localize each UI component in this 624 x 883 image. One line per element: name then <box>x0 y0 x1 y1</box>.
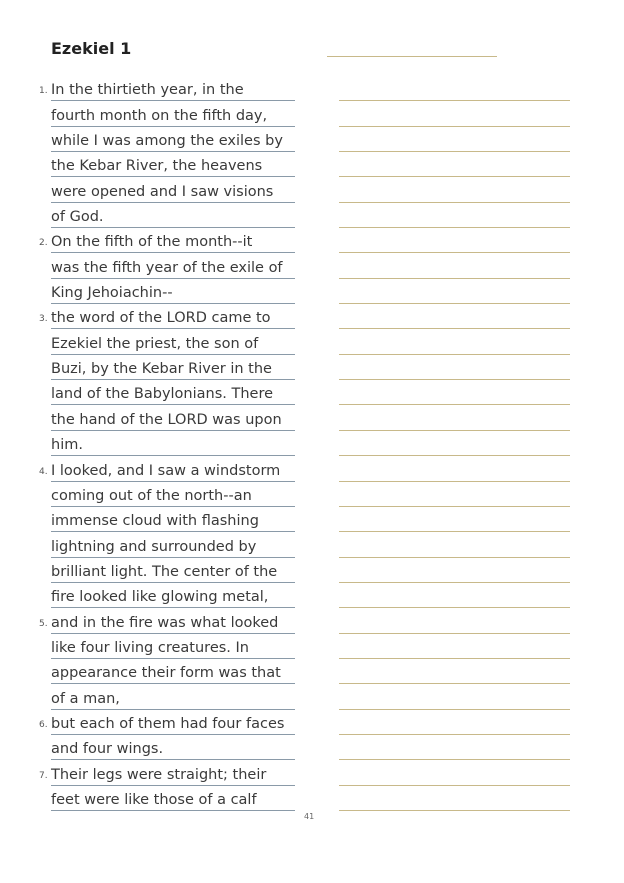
verse-text: but each of them had four faces <box>51 715 285 732</box>
blank-writing-line <box>339 482 570 507</box>
verse-text: Their legs were straight; their <box>51 766 267 783</box>
verse-text: Ezekiel the priest, the son of <box>51 335 259 352</box>
blank-writing-line <box>339 253 570 278</box>
text-line <box>51 329 295 354</box>
verse-text: fire looked like glowing metal, <box>51 589 269 606</box>
blank-writing-line <box>339 431 570 456</box>
verse-text: In the thirtieth year, in the <box>51 82 244 99</box>
text-line <box>51 355 295 380</box>
verse-text: On the fifth of the month--it <box>51 234 253 251</box>
blank-writing-line <box>339 558 570 583</box>
verse-number: 6. <box>39 719 48 730</box>
verse-text: appearance their form was that <box>51 665 281 682</box>
text-line <box>39 456 295 481</box>
text-line <box>51 152 295 177</box>
verse-text: fourth month on the fifth day, <box>51 107 268 124</box>
verse-text: the Kebar River, the heavens <box>51 158 263 175</box>
verse-text: were opened and I saw visions <box>51 183 274 200</box>
verse-text: brilliant light. The center of the <box>51 563 278 580</box>
text-line <box>51 735 295 760</box>
text-line <box>39 760 295 785</box>
scripture-text-column <box>39 76 295 811</box>
blank-writing-line <box>339 532 570 557</box>
blank-writing-line <box>339 583 570 608</box>
text-line <box>51 583 295 608</box>
text-line <box>51 380 295 405</box>
text-line <box>51 659 295 684</box>
blank-writing-line <box>339 634 570 659</box>
page-title: Ezekiel 1 <box>51 39 132 58</box>
verse-number: 4. <box>39 466 48 477</box>
blank-writing-line <box>339 380 570 405</box>
verse-text: coming out of the north--an <box>51 487 252 504</box>
text-line <box>51 177 295 202</box>
text-line <box>51 127 295 152</box>
blank-writing-line <box>339 203 570 228</box>
text-line <box>39 76 295 101</box>
text-line <box>51 101 295 126</box>
text-line <box>51 786 295 811</box>
text-line <box>51 431 295 456</box>
verse-text: while I was among the exiles by <box>51 133 283 150</box>
verse-text: and in the fire was what looked <box>51 614 279 631</box>
blank-writing-line <box>339 786 570 811</box>
verse-number: 7. <box>39 770 48 781</box>
verse-text: the hand of the LORD was upon <box>51 411 282 428</box>
text-line <box>51 558 295 583</box>
blank-writing-line <box>339 127 570 152</box>
text-line <box>39 608 295 633</box>
blank-writing-line <box>339 304 570 329</box>
page-number: 41 <box>304 812 315 821</box>
verse-text: immense cloud with flashing <box>51 513 259 530</box>
blank-writing-line <box>339 710 570 735</box>
verse-text: Buzi, by the Kebar River in the <box>51 361 272 378</box>
verse-text: the word of the LORD came to <box>51 310 271 327</box>
text-line <box>51 532 295 557</box>
blank-writing-line <box>339 177 570 202</box>
text-line <box>51 482 295 507</box>
text-line <box>51 405 295 430</box>
blank-writing-line <box>339 684 570 709</box>
verse-text: and four wings. <box>51 741 164 758</box>
blank-writing-line <box>339 355 570 380</box>
blank-writing-line <box>339 507 570 532</box>
blank-writing-line <box>339 101 570 126</box>
verse-text: I looked, and I saw a windstorm <box>51 462 281 479</box>
text-line <box>51 203 295 228</box>
verse-text: him. <box>51 437 83 454</box>
blank-writing-line <box>339 456 570 481</box>
verse-text: lightning and surrounded by <box>51 538 257 555</box>
blank-writing-line <box>339 405 570 430</box>
blank-writing-line <box>339 76 570 101</box>
blank-writing-line <box>339 735 570 760</box>
text-line <box>39 228 295 253</box>
text-line <box>51 507 295 532</box>
verse-number: 5. <box>39 618 48 629</box>
blank-writing-line <box>339 659 570 684</box>
verse-number: 1. <box>39 86 48 97</box>
verse-text: King Jehoiachin-- <box>51 285 173 302</box>
verse-text: feet were like those of a calf <box>51 791 257 808</box>
verse-text: like four living creatures. In <box>51 639 249 656</box>
verse-number: 2. <box>39 238 48 249</box>
text-line <box>39 710 295 735</box>
text-line <box>51 253 295 278</box>
verse-text: was the fifth year of the exile of <box>51 259 283 276</box>
blank-writing-line <box>339 608 570 633</box>
text-line <box>51 684 295 709</box>
title-writing-line <box>327 56 497 57</box>
text-line <box>39 304 295 329</box>
verse-number: 3. <box>39 314 48 325</box>
verse-text: land of the Babylonians. There <box>51 386 274 403</box>
text-line <box>51 279 295 304</box>
blank-writing-line <box>339 279 570 304</box>
blank-writing-line <box>339 228 570 253</box>
blank-writing-line <box>339 760 570 785</box>
blank-writing-line <box>339 152 570 177</box>
blank-writing-line <box>339 329 570 354</box>
verse-text: of God. <box>51 209 104 226</box>
text-line <box>51 634 295 659</box>
writing-lines-column <box>339 76 570 811</box>
verse-text: of a man, <box>51 690 120 707</box>
